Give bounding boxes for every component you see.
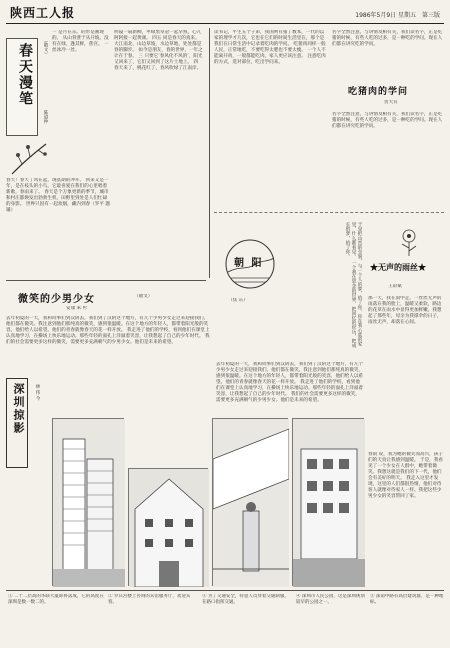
hotel-image bbox=[129, 469, 209, 587]
shenzhen-title-box bbox=[6, 378, 28, 468]
photo-traffic bbox=[212, 418, 288, 586]
spring-essay bbox=[6, 28, 110, 278]
silent-rain-body: 那一天，我在雨中走，一丝丝无声的雨落在我的脸上，温暖又柔软，路边的花草在雨水中显得更加鲜嫩。我想起了那些年，母亲为我撑伞的日子，雨丝无声，却落在心间。 bbox=[368, 296, 442, 325]
pork-essay-body-right-lower: 名字全然注意，与讲情及相有关，我们读名字，正是吃猪的时候，有些人吃的过多，是一种吃的学问。现在人们都在讲究吃的学问。 bbox=[332, 112, 443, 129]
caption-divider bbox=[6, 590, 444, 591]
essay-title: 春天漫笔 bbox=[17, 43, 33, 107]
poem-morning-sun bbox=[214, 218, 364, 358]
caption-1: ① 二十二层高的华联大厦即将落成，它的高度在深圳是数一数二的。 bbox=[8, 594, 104, 605]
tower-image bbox=[53, 419, 125, 587]
photo-tower bbox=[52, 418, 124, 586]
right-column-body: 春雨 说，我为她的微笑而高兴，孩子们的天真让我感到温暖。 于是，我看见了一个少女在人群中，她带着微笑。我想这就是我们的下一代，他们会有美好的明天。 我走入这里才发现，这里的人们都很热情，他们对待客人就像对待家人一样。我把这些少男少女的笑容带回了家。 bbox=[368, 452, 443, 499]
pork-essay-title: 吃猪肉的学问 bbox=[348, 87, 409, 97]
branch-illustration bbox=[10, 140, 50, 176]
smiling-youth-subtitle: （散文） bbox=[134, 294, 153, 299]
silent-rain-title: ★无声的雨丝★ bbox=[370, 262, 426, 272]
divider-vertical-1 bbox=[209, 28, 210, 278]
shenzhen-title: 深圳掠影 bbox=[12, 383, 25, 435]
poem-title: 朝 阳 bbox=[234, 258, 264, 269]
caption-2: ② 罗宾宫楼上咨询的宾馆服务厅，欢迎宾客。 bbox=[108, 594, 191, 605]
divider-horizontal-main bbox=[6, 280, 206, 281]
shenzhen-photo-feature bbox=[6, 378, 46, 518]
smiling-youth-body: 去年初夏的一天，我和同事们到汉阴去，我们到了汉阴这个地方，有几个少男少女走过来迎接我们，他们都在微笑。我注意到他们那纯真的微笑，感到很温暖。在这个地方的年轻人，都带着阳光般的笑容，他们给人以希望。他们的青春就像春天的花一样开放。 我走进了他们的学校，看到他们在课堂上认真地学习，在操场上快乐地运动。那些年轻的面孔上洋溢着笑容，让我想起了自己的少年时代。 我们的社会需要更多这样的微笑，需要更多充满朝气的少男少女。他们是未来的希望。 bbox=[6, 316, 210, 345]
pork-essay-body-left: 读书记，平生五个子弟，我国则有猪了数本，一代的以家的理学才几次，它也在它们的时间生活里在，那个是我们在日常生活中记录着吃肉的学问。 吃猪肉同样一般人民，正常地吃，不要吃得太肥也不要太瘦。 一个人不能离开肉，一般都能吃肉，家人更应该注意。 注意吃肉的方式，选对部位，吃出学问来。 bbox=[214, 30, 326, 65]
masthead bbox=[6, 2, 444, 24]
park-image bbox=[293, 419, 365, 587]
newspaper-logo: 陕西工人报 bbox=[10, 6, 76, 20]
spring-essay-continued: 明镜一扇新柳，枣绿黑草冠一起早熟，心几阿阿接一起黄颜。 四五 同是春天的真来。 大江南北，山边草坡，水边草地，处处都是春的脚步。 如今是朋友，春的世界，一年之计在于春。 三 只要它‘春风化不风的’，阳光又回来了，它们又回到了这片土地上。 四 春天来了，桃花红了，春风吹绿了江南岸。 bbox=[114, 30, 203, 71]
silent-rain-author: 王彩斌 bbox=[388, 284, 402, 289]
essay-body-top: 一 是月在东。的形是画现的。 从山背泄于从开坡。没有在绿，逢其鲜，蕉宫。 一丝冰冷一丝。 bbox=[52, 30, 109, 53]
pork-essay-body-right: 名字全然注意，与讲情及相有关，我们读名字，正是吃猪的时候，有些人吃的过多，是一种吃的学问。现在人们都在讲究吃的学问。 bbox=[332, 30, 443, 47]
smiling-youth-author: 安康 朱 杉 bbox=[66, 306, 88, 311]
poem-author: （焦 东） bbox=[228, 298, 248, 303]
poem-body: 于是把山峦的全貌，与一个人的梦，给了你，你在我心底的家里，什么都看见。 一个我在思念的世界，把回忆的经历，把成长的梦，给了你。 bbox=[345, 222, 362, 348]
silent-rain-article bbox=[368, 218, 444, 448]
issue-date: 1986年5月9日 星期五 bbox=[355, 12, 417, 19]
essay-author: 陈道仲 bbox=[43, 110, 48, 124]
traffic-image bbox=[213, 419, 289, 587]
essay-subtitle: （散文） bbox=[43, 38, 48, 57]
pork-essay-author: 贺大有 bbox=[384, 100, 398, 105]
smiling-youth-title: 微笑的少男少女 bbox=[18, 294, 95, 305]
photo-park bbox=[292, 418, 364, 586]
pork-essay bbox=[214, 28, 444, 208]
smiling-youth-body-continued: 去年初夏的一天，我和同事们到汉阴去，我们到了汉阴这个地方，有几个少男少女走过来迎接我们，他们都在微笑。我注意到他们那纯真的微笑，感到很温暖。在这个地方的年轻人，都带着阳光般的笑容，他们给人以希望。他们的青春就像春天的花一样开放。 我走进了他们的学校，看到他们在课堂上认真地学习，在操场上快乐地运动。那些年轻的面孔上洋溢着笑容，让我想起了自己的少年时代。 我们的社会需要更多这样的微笑，需要更多充满朝气的少男少女。他们是未来的希望。 bbox=[216, 362, 364, 403]
flower-illustration bbox=[392, 224, 426, 258]
photo-hotel bbox=[128, 468, 208, 586]
essay-body-bottom: 春天！春天了风在起，现基期的冲开。 到来又是一年，是在枝头的小鸟。它最喜爱在我们的心里唱着新歌，春雨来了。 春天是个万象更新的季节，城市和村庄都焕发出勃勃生机，田野里到处是人们忙碌的身影。 世界只因有一起炊烟，藏内到春（罗平 题辅） bbox=[6, 178, 110, 213]
caption-5: ⑤ 深南中路有高层建筑群，是一种地标。 bbox=[370, 594, 444, 605]
smiling-youth-essay bbox=[6, 284, 210, 374]
caption-4: ④ 深圳市人民公园，这是深圳规划较早的公园之一。 bbox=[296, 594, 365, 605]
caption-3: ③ 为了交通安全，特意人员穿着交通制服，在路口指挥交通。 bbox=[202, 594, 289, 605]
page-number: 第三版 bbox=[421, 12, 440, 19]
divider-dashed-1 bbox=[214, 212, 444, 213]
shenzhen-author: 林 伟 今 bbox=[35, 384, 40, 401]
dateline bbox=[355, 10, 440, 19]
title-box bbox=[6, 38, 38, 136]
